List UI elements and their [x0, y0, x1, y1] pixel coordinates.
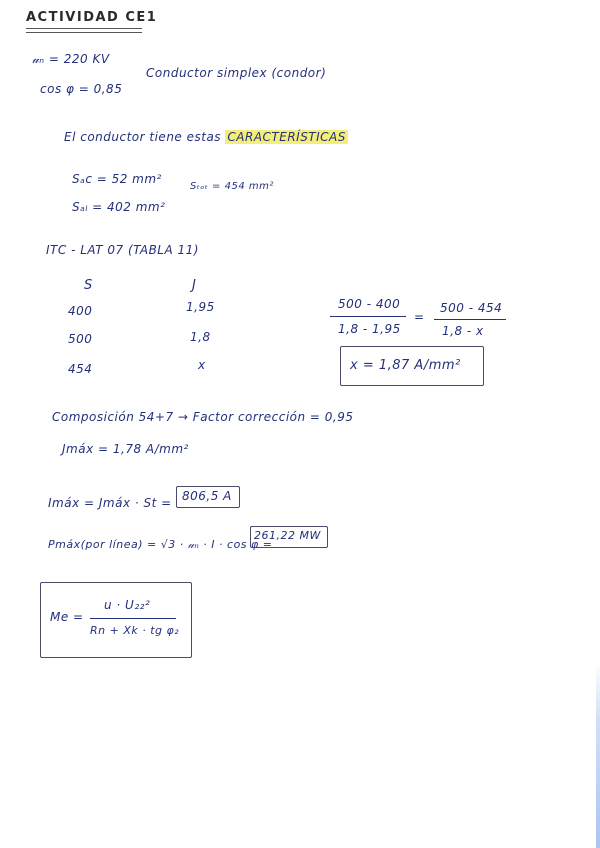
highlighted-characteristics: CARACTERÍSTICAS: [227, 130, 346, 144]
imax-expression: Imáx = Jmáx · St =: [48, 496, 172, 510]
table-header-j: J: [192, 278, 197, 293]
page-edge-shadow: [596, 0, 600, 848]
table-row-1-s: 400: [68, 304, 93, 318]
me-lhs: Me =: [50, 610, 84, 624]
table-row-3-j: x: [198, 358, 206, 372]
power-result: 261,22 MW: [254, 529, 321, 542]
interp-equals: =: [414, 310, 425, 324]
table-header-s: S: [84, 278, 93, 293]
interp-fraction-bar-right: [434, 319, 506, 320]
section-steel: Sₐc = 52 mm²: [72, 172, 162, 186]
intro-text: [64, 130, 348, 144]
table-row-2-j: 1,8: [190, 330, 211, 344]
me-numerator: u · U₂₂²: [104, 598, 151, 612]
table-row-1-j: 1,95: [186, 300, 215, 314]
table-row-3-s: 454: [68, 362, 93, 376]
power-expression: Pmáx(por línea) = √3 · 𝓊ₙ · I · cos φ =: [48, 538, 273, 551]
interp-den-right: 1,8 - x: [442, 324, 484, 338]
me-denominator: Rn + Xk · tg φ₂: [90, 624, 180, 637]
section-total: Sₜₒₜ = 454 mm²: [190, 181, 274, 192]
given-voltage: 𝓊ₙ = 220 KV: [32, 52, 110, 66]
interp-den-left: 1,8 - 1,95: [338, 322, 401, 336]
intro-prefix: El conductor tiene estas: [64, 130, 222, 144]
given-power-factor: cos φ = 0,85: [40, 82, 123, 96]
title-underline-second: [26, 32, 142, 33]
interp-result: x = 1,87 A/mm²: [350, 358, 461, 373]
table-row-2-s: 500: [68, 332, 93, 346]
interp-num-right: 500 - 454: [440, 301, 503, 315]
section-aluminium: Sₐₗ = 402 mm²: [72, 200, 166, 214]
conductor-label: Conductor simplex (condor): [146, 66, 327, 80]
me-fraction-bar: [90, 618, 176, 619]
interp-fraction-bar-left: [330, 316, 406, 317]
composition-line: Composición 54+7 → Factor corrección = 0,95: [52, 410, 354, 424]
page-title: ACTIVIDAD CE1: [26, 10, 158, 25]
title-underline: [26, 28, 142, 29]
interp-num-left: 500 - 400: [338, 297, 401, 311]
itc-reference: ITC - LAT 07 (TABLA 11): [46, 243, 199, 257]
imax-result: 806,5 A: [182, 489, 232, 503]
jmax-line: Jmáx = 1,78 A/mm²: [62, 442, 189, 456]
